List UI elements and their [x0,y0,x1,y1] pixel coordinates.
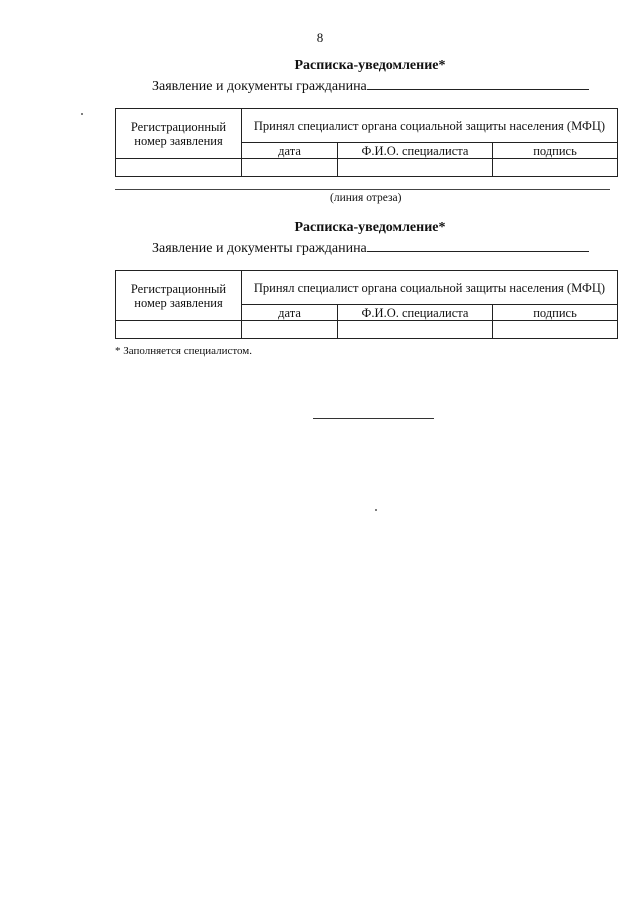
cut-line-label: (линия отреза) [330,192,402,204]
header-accepted-by: Принял специалист органа социальной защиты населения (МФЦ) [242,109,618,143]
specialist-name-cell[interactable] [338,321,493,339]
receipt-subtitle [152,239,589,257]
citizen-name-field[interactable] [367,239,589,252]
scan-speck [375,509,377,511]
header-reg-number: Регистрационный номер заявления [116,109,242,159]
citizen-name-field[interactable] [367,77,589,90]
receipt-subtitle [152,77,589,95]
specialist-name-cell[interactable] [338,159,493,177]
subtitle-text: Заявление и документы гражданина [152,241,367,256]
header-specialist-name: Ф.И.О. специалиста [338,143,493,159]
reg-number-cell[interactable] [116,159,242,177]
header-reg-number: Регистрационный номер заявления [116,271,242,321]
signature-cell[interactable] [493,321,618,339]
reg-number-cell[interactable] [116,321,242,339]
date-cell[interactable] [242,321,338,339]
receipt-table [115,270,618,339]
page-number: 8 [316,30,324,45]
header-signature: подпись [493,305,618,321]
header-signature: подпись [493,143,618,159]
header-specialist-name: Ф.И.О. специалиста [338,305,493,321]
date-cell[interactable] [242,159,338,177]
closing-rule [313,418,434,419]
header-date: дата [242,143,338,159]
scan-speck [81,113,83,115]
receipt-title: Расписка-уведомление* [294,58,446,73]
header-accepted-by: Принял специалист органа социальной защиты населения (МФЦ) [242,271,618,305]
receipt-title: Расписка-уведомление* [294,220,446,235]
footnote: * Заполняется специалистом. [115,345,253,357]
header-date: дата [242,305,338,321]
signature-cell[interactable] [493,159,618,177]
subtitle-text: Заявление и документы гражданина [152,79,367,94]
receipt-table [115,108,618,177]
cut-line [115,189,610,190]
